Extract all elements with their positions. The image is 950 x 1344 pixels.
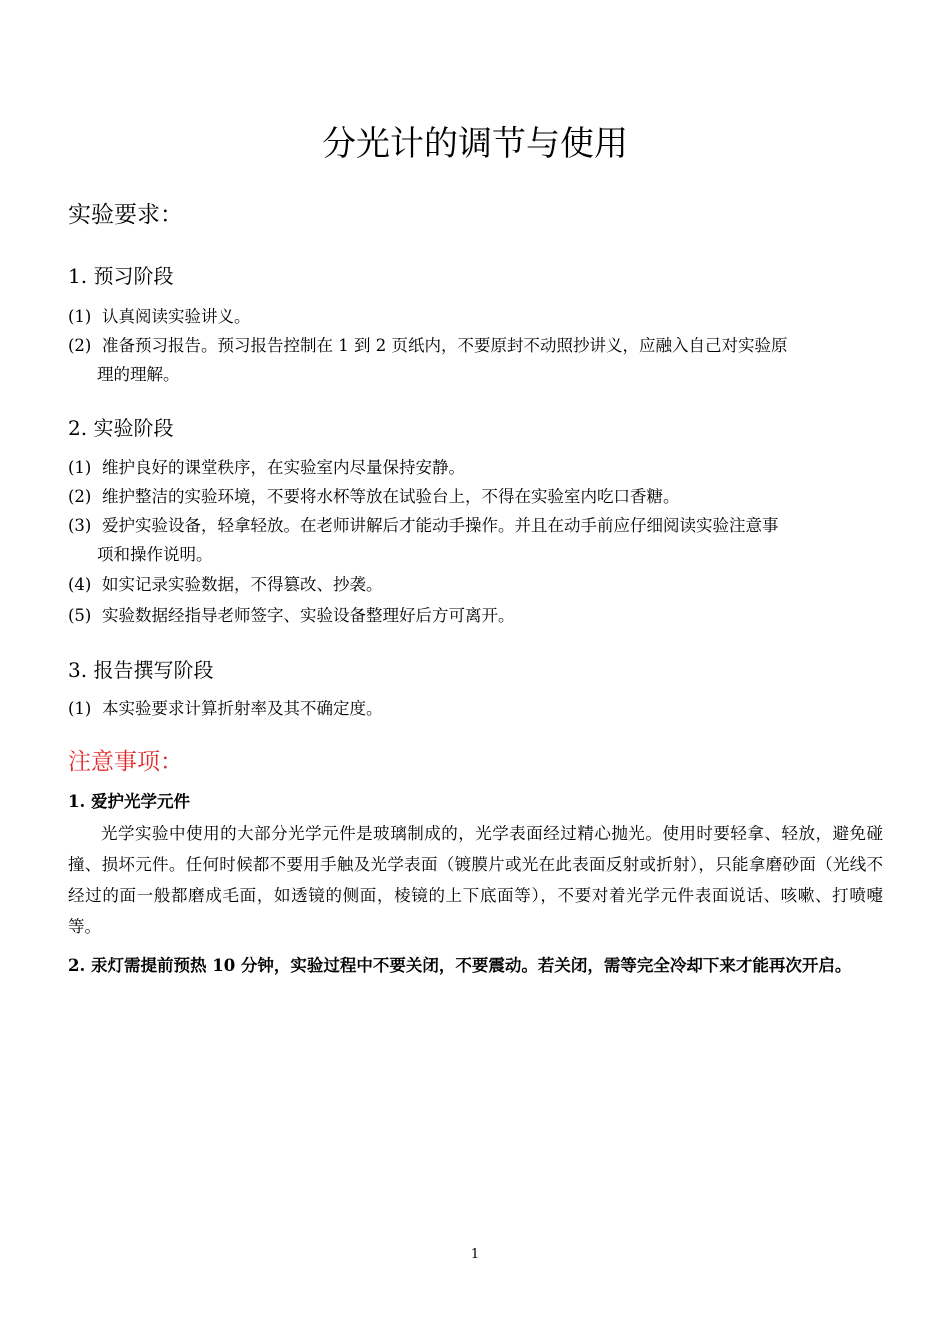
item-text: 准备预习报告。预习报告控制在 1 到 2 页纸内，不要原封不动照抄讲义，应融入自己对实验原 [102, 336, 788, 355]
item-text-continued: 理的理解。 [97, 365, 180, 384]
stage-heading-report: 3. 报告撰写阶段 [68, 658, 214, 682]
item-text: 认真阅读实验讲义。 [102, 307, 251, 326]
list-item [68, 331, 883, 389]
item-text: 如实记录实验数据，不得篡改、抄袭。 [102, 575, 383, 594]
page-number: 1 [470, 1247, 480, 1262]
item-number: (1) [68, 699, 92, 718]
page-title: 分光计的调节与使用 [322, 124, 628, 164]
item-number: (2) [68, 336, 92, 355]
list-item [68, 511, 883, 569]
note-paragraph-lamp: 2. 汞灯需提前预热 10 分钟，实验过程中不要关闭，不要震动。若关闭，需等完全冷却下来才能再次开启。 [68, 956, 852, 975]
list-item [68, 453, 883, 482]
item-text: 本实验要求计算折射率及其不确定度。 [102, 699, 383, 718]
item-number: (5) [68, 606, 92, 625]
item-text-continued: 项和操作说明。 [97, 545, 213, 564]
notes-heading: 注意事项： [68, 749, 183, 775]
list-item [68, 694, 883, 723]
item-number: (2) [68, 487, 92, 506]
note-heading-optics: 1. 爱护光学元件 [68, 792, 190, 811]
requirements-heading: 实验要求： [68, 202, 183, 228]
stage-heading-experiment: 2. 实验阶段 [68, 416, 174, 440]
item-number: (1) [68, 307, 92, 326]
item-text: 实验数据经指导老师签字、实验设备整理好后方可离开。 [102, 606, 515, 625]
list-item [68, 570, 883, 599]
item-number: (1) [68, 458, 92, 477]
item-text: 维护整洁的实验环境，不要将水杯等放在试验台上，不得在实验室内吃口香糖。 [102, 487, 680, 506]
note-paragraph-optics: 光学实验中使用的大部分光学元件是玻璃制成的，光学表面经过精心抛光。使用时要轻拿、轻放，避免碰撞、损坏元件。任何时候都不要用手触及光学表面（镀膜片或光在此表面反射或折射），只能拿磨砂面（光线不经过的面一般都磨成毛面，如透镜的侧面，棱镜的上下底面等），不要对着光学元件表面说话、咳嗽、打喷嚏等。 [68, 824, 883, 936]
item-number: (4) [68, 575, 92, 594]
item-number: (3) [68, 516, 92, 535]
list-item [68, 302, 883, 331]
item-text: 维护良好的课堂秩序，在实验室内尽量保持安静。 [102, 458, 465, 477]
item-text: 爱护实验设备，轻拿轻放。在老师讲解后才能动手操作。并且在动手前应仔细阅读实验注意事 [102, 516, 779, 535]
list-item [68, 601, 883, 630]
list-item [68, 482, 883, 511]
stage-heading-preview: 1. 预习阶段 [68, 264, 174, 288]
